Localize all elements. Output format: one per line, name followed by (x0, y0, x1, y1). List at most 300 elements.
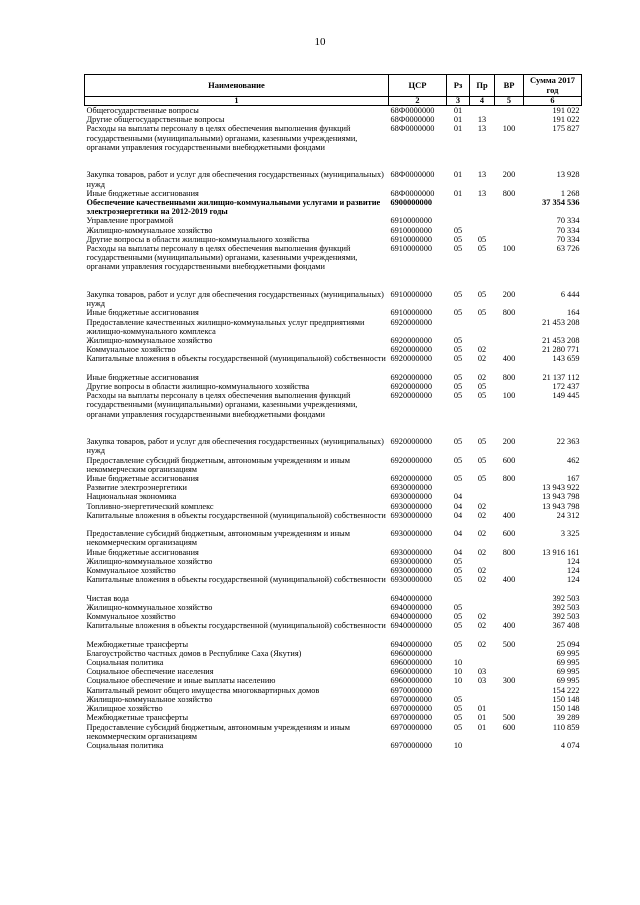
header-csr: ЦСР (389, 75, 447, 97)
row-csr: 68Ф0000000 (390, 170, 435, 180)
row-vr (495, 686, 524, 695)
row-pr: 02 (477, 575, 487, 585)
row-pr: 05 (477, 234, 487, 244)
row-pr: 13 (477, 170, 487, 180)
row-sum: 21 280 771 (542, 345, 580, 355)
row-vr: 400 (502, 354, 516, 364)
row-vr: 300 (502, 676, 516, 686)
row-rz: 05 (453, 391, 463, 401)
row-pr: 02 (477, 639, 487, 649)
row-sum: 6 444 (560, 290, 580, 300)
row-name: Другие общегосударственные вопросы (86, 115, 225, 125)
row-pr: 05 (477, 244, 487, 254)
row-rz: 05 (453, 382, 463, 392)
row-csr: 6970000000 (390, 722, 432, 732)
row-vr (495, 566, 524, 575)
row-rz: 01 (453, 115, 463, 125)
row-sum: 124 (567, 566, 580, 576)
row-sum: 392 503 (552, 612, 580, 622)
row-rz: 04 (453, 510, 463, 520)
row-vr: 600 (502, 529, 516, 539)
row-sum: 392 503 (552, 602, 580, 612)
row-vr (495, 272, 524, 290)
row-pr: 05 (477, 455, 487, 465)
row-vr (495, 336, 524, 345)
table-row (85, 391, 582, 419)
row-csr: 6940000000 (390, 621, 432, 631)
row-name: Чистая вода (86, 593, 129, 603)
table-row (85, 529, 582, 547)
row-pr (470, 686, 495, 695)
row-csr: 6930000000 (390, 501, 432, 511)
row-vr: 400 (502, 575, 516, 585)
row-csr: 6920000000 (390, 354, 432, 364)
row-rz: 05 (453, 722, 463, 732)
table-row (85, 170, 582, 188)
table-row (85, 198, 582, 216)
row-rz: 05 (453, 244, 463, 254)
row-sum: 150 148 (552, 704, 580, 714)
row-csr: 68Ф0000000 (390, 106, 435, 115)
row-sum: 13 916 161 (542, 547, 580, 557)
table-row (85, 713, 582, 722)
row-rz (447, 198, 470, 216)
row-vr: 600 (502, 722, 516, 732)
row-pr (470, 658, 495, 667)
row-rz: 05 (453, 694, 463, 704)
row-csr: 6970000000 (390, 740, 432, 750)
row-csr: 6910000000 (390, 308, 432, 318)
row-rz: 05 (453, 639, 463, 649)
row-name: Общегосударственные вопросы (86, 106, 199, 115)
row-sum: 172 437 (552, 382, 580, 392)
row-csr: 6940000000 (390, 593, 432, 603)
row-name: Жилищно-коммунальное хозяйство (86, 694, 213, 704)
row-pr: 05 (477, 382, 487, 392)
row-csr: 6920000000 (390, 382, 432, 392)
row-vr (495, 382, 524, 391)
table-row (85, 382, 582, 391)
row-pr (470, 198, 495, 216)
col-number: 1 (85, 97, 389, 106)
row-pr: 13 (477, 124, 487, 134)
table-row (85, 308, 582, 317)
row-pr (470, 695, 495, 704)
row-sum: 191 022 (552, 106, 580, 115)
row-rz: 05 (453, 556, 463, 566)
row-sum: 70 334 (556, 225, 580, 235)
row-vr: 100 (502, 244, 516, 254)
row-vr: 100 (502, 124, 516, 134)
row-vr: 600 (502, 455, 516, 465)
row-rz (447, 483, 470, 492)
table-row (85, 106, 582, 116)
row-sum: 25 094 (556, 639, 580, 649)
row-vr: 200 (502, 290, 516, 300)
row-vr (495, 667, 524, 676)
table-row (85, 216, 582, 225)
row-name: Закупка товаров, работ и услуг для обеспечения государственных (муниципальных) нужд (86, 170, 384, 189)
row-vr (495, 658, 524, 667)
row-rz: 10 (453, 740, 463, 750)
row-csr: 6930000000 (390, 566, 432, 576)
row-rz: 10 (453, 658, 463, 668)
row-pr: 02 (477, 621, 487, 631)
row-csr: 6970000000 (390, 713, 432, 723)
row-name: Межбюджетные трансферты (86, 639, 189, 649)
row-vr: 800 (502, 547, 516, 557)
table-row (85, 511, 582, 529)
row-pr: 02 (477, 372, 487, 382)
row-name: Национальная экономика (86, 492, 177, 502)
row-csr: 6910000000 (390, 225, 432, 235)
row-csr: 6920000000 (390, 345, 432, 355)
row-rz (447, 272, 470, 290)
row-vr (495, 152, 524, 170)
row-sum: 13 928 (556, 170, 580, 180)
row-pr (470, 483, 495, 492)
budget-table (84, 74, 582, 759)
col-number: 2 (389, 97, 447, 106)
row-csr: 6900000000 (390, 198, 432, 208)
row-pr (470, 226, 495, 235)
row-csr: 6930000000 (390, 483, 432, 493)
row-csr: 6970000000 (390, 704, 432, 714)
row-pr (470, 594, 495, 603)
row-csr: 6920000000 (390, 474, 432, 484)
row-sum: 37 354 536 (542, 198, 580, 208)
table-row (85, 557, 582, 566)
row-name: Управление программой (86, 216, 174, 226)
row-sum (524, 152, 582, 170)
row-name: Коммунальное хозяйство (86, 566, 176, 576)
row-csr: 6930000000 (390, 510, 432, 520)
row-sum: 124 (567, 575, 580, 585)
row-vr (495, 594, 524, 603)
table-row (85, 354, 582, 372)
row-rz: 05 (453, 225, 463, 235)
table-row (85, 575, 582, 593)
row-pr: 02 (477, 529, 487, 539)
row-name: Расходы на выплаты персоналу в целях обеспечения выполнения функций государственными (муниципальными) органами, казенными учреждениями, органами управления государственными внебюджетными фондами (86, 124, 358, 152)
header-pr: Пр (470, 75, 495, 97)
row-pr: 01 (477, 722, 487, 732)
row-sum: 124 (567, 556, 580, 566)
row-name: Иные бюджетные ассигнования (86, 188, 199, 198)
row-rz: 05 (453, 704, 463, 714)
table-spacer-row (85, 419, 582, 437)
table-row (85, 115, 582, 124)
row-sum: 462 (567, 455, 580, 465)
row-sum: 150 148 (552, 694, 580, 704)
row-rz (447, 216, 470, 225)
row-name: Топливно-энергетический комплекс (86, 501, 214, 511)
row-sum: 1 268 (560, 188, 580, 198)
row-name: Предоставление качественных жилищно-коммунальных услуг предприятиями жилищно-коммунального комплекса (86, 317, 365, 336)
row-name: Жилищно-коммунальное хозяйство (86, 225, 213, 235)
row-name: Расходы на выплаты персоналу в целях обеспечения выполнения функций государственными (муниципальными) органами, казенными учреждениями, органами управления государственными внебюджетными фондами (86, 244, 358, 272)
row-name: Предоставление субсидий бюджетным, автономным учреждениям и иным некоммерческим организациям (86, 722, 350, 741)
table-row (85, 704, 582, 713)
row-pr (470, 649, 495, 658)
row-csr: 6940000000 (390, 639, 432, 649)
row-pr (470, 336, 495, 345)
row-sum: 21 137 112 (542, 372, 580, 382)
row-name: Жилищное хозяйство (86, 704, 163, 714)
table-row (85, 318, 582, 336)
row-rz: 05 (453, 474, 463, 484)
table-row (85, 483, 582, 492)
row-vr (495, 345, 524, 354)
row-sum: 110 859 (552, 722, 580, 732)
row-pr: 01 (477, 713, 487, 723)
row-vr (495, 235, 524, 244)
row-csr: 6920000000 (390, 437, 432, 447)
row-sum: 21 453 208 (542, 336, 580, 346)
row-vr (495, 483, 524, 492)
row-csr: 6920000000 (390, 336, 432, 346)
row-vr: 400 (502, 510, 516, 520)
row-rz (447, 594, 470, 603)
column-number-row (85, 97, 582, 106)
table-row (85, 612, 582, 621)
row-name: Другие вопросы в области жилищно-коммунального хозяйства (86, 234, 310, 244)
row-pr: 03 (477, 676, 487, 686)
row-sum: 69 995 (556, 648, 580, 658)
row-csr: 6920000000 (390, 317, 432, 327)
row-name: Межбюджетные трансферты (86, 713, 189, 723)
row-vr (495, 695, 524, 704)
row-vr (495, 198, 524, 216)
row-rz: 05 (453, 437, 463, 447)
row-name: Развитие электроэнергетики (86, 483, 187, 493)
row-csr: 6970000000 (390, 694, 432, 704)
row-csr: 68Ф0000000 (390, 188, 435, 198)
row-rz: 05 (453, 345, 463, 355)
row-vr (495, 419, 524, 437)
row-sum: 392 503 (552, 593, 580, 603)
row-rz: 05 (453, 455, 463, 465)
table-row (85, 244, 582, 272)
row-sum (524, 272, 582, 290)
row-name (85, 419, 389, 437)
row-pr: 02 (477, 354, 487, 364)
row-sum (524, 419, 582, 437)
row-name: Капитальные вложения в объекты государственной (муниципальной) собственности (86, 510, 386, 520)
row-vr: 100 (502, 391, 516, 401)
row-vr: 200 (502, 170, 516, 180)
row-name: Капитальные вложения в объекты государственной (муниципальной) собственности (86, 621, 386, 631)
row-sum: 13 943 798 (542, 492, 580, 502)
row-pr (470, 106, 495, 116)
row-vr (495, 557, 524, 566)
row-csr: 6910000000 (390, 244, 432, 254)
table-row (85, 667, 582, 676)
table-row (85, 456, 582, 474)
row-pr: 02 (477, 566, 487, 576)
table-row (85, 189, 582, 198)
row-vr: 400 (502, 621, 516, 631)
row-pr: 13 (477, 115, 487, 125)
row-vr (495, 318, 524, 336)
row-name: Закупка товаров, работ и услуг для обеспечения государственных (муниципальных) нужд (86, 437, 384, 456)
row-sum: 154 222 (552, 685, 580, 695)
row-sum: 175 827 (552, 124, 580, 134)
row-pr (470, 419, 495, 437)
row-name: Иные бюджетные ассигнования (86, 372, 199, 382)
row-rz: 05 (453, 308, 463, 318)
row-pr: 05 (477, 290, 487, 300)
table-row (85, 676, 582, 685)
row-rz: 05 (453, 336, 463, 346)
row-sum: 69 995 (556, 676, 580, 686)
table-body (85, 106, 582, 760)
row-name: Закупка товаров, работ и услуг для обеспечения государственных (муниципальных) нужд (86, 290, 384, 309)
table-row (85, 695, 582, 704)
row-name: Жилищно-коммунальное хозяйство (86, 602, 213, 612)
row-rz: 05 (453, 575, 463, 585)
row-pr: 13 (477, 188, 487, 198)
row-pr (470, 272, 495, 290)
row-rz: 05 (453, 290, 463, 300)
row-sum: 164 (567, 308, 580, 318)
table-row (85, 621, 582, 639)
row-name: Жилищно-коммунальное хозяйство (86, 556, 213, 566)
row-pr (470, 216, 495, 225)
row-vr (495, 216, 524, 225)
table-row (85, 345, 582, 354)
row-pr (470, 492, 495, 501)
row-vr: 800 (502, 474, 516, 484)
table-row (85, 290, 582, 308)
row-csr: 6930000000 (390, 492, 432, 502)
row-csr: 6960000000 (390, 676, 432, 686)
page-number: 10 (314, 36, 326, 48)
row-rz: 01 (453, 188, 463, 198)
row-name: Капитальные вложения в объекты государственной (муниципальной) собственности (86, 575, 386, 585)
table-row (85, 235, 582, 244)
row-sum: 69 995 (556, 667, 580, 677)
row-name: Другие вопросы в области жилищно-коммунального хозяйства (86, 382, 310, 392)
row-sum: 149 445 (552, 391, 580, 401)
row-vr (495, 741, 524, 759)
row-name: Социальная политика (86, 658, 164, 668)
row-rz (447, 152, 470, 170)
row-pr: 05 (477, 437, 487, 447)
row-sum: 191 022 (552, 115, 580, 125)
row-rz: 01 (453, 170, 463, 180)
row-rz (447, 419, 470, 437)
row-pr: 02 (477, 547, 487, 557)
row-vr: 800 (502, 188, 516, 198)
row-vr (495, 115, 524, 124)
header-name: Наименование (85, 75, 389, 97)
col-number: 6 (524, 97, 582, 106)
table-row (85, 373, 582, 382)
table-row (85, 741, 582, 759)
row-csr: 6960000000 (390, 667, 432, 677)
row-rz: 05 (453, 372, 463, 382)
row-pr (470, 741, 495, 759)
row-csr: 6960000000 (390, 648, 432, 658)
row-csr: 6960000000 (390, 658, 432, 668)
row-csr (389, 419, 447, 437)
row-vr (495, 226, 524, 235)
row-vr: 200 (502, 437, 516, 447)
row-vr: 800 (502, 308, 516, 318)
row-pr: 02 (477, 510, 487, 520)
row-rz: 05 (453, 612, 463, 622)
row-vr (495, 704, 524, 713)
row-pr (470, 318, 495, 336)
row-pr: 05 (477, 308, 487, 318)
table-row (85, 566, 582, 575)
row-vr: 500 (502, 713, 516, 723)
row-sum: 21 453 208 (542, 317, 580, 327)
header-sum: Сумма 2017 год (524, 75, 582, 97)
row-pr: 03 (477, 667, 487, 677)
row-rz: 05 (453, 602, 463, 612)
row-sum: 3 325 (560, 529, 580, 539)
row-sum: 13 943 922 (542, 483, 580, 493)
row-rz: 01 (453, 106, 463, 115)
row-name: Коммунальное хозяйство (86, 345, 176, 355)
row-sum: 367 408 (552, 621, 580, 631)
row-sum: 143 659 (552, 354, 580, 364)
table-row (85, 548, 582, 557)
row-rz: 05 (453, 566, 463, 576)
row-name: Расходы на выплаты персоналу в целях обеспечения выполнения функций государственными (муниципальными) органами, казенными учреждениями, органами управления государственными внебюджетными фондами (86, 391, 358, 419)
row-rz: 04 (453, 547, 463, 557)
table-row (85, 658, 582, 667)
row-name: Социальное обеспечение населения (86, 667, 214, 677)
row-vr (495, 603, 524, 612)
table-row (85, 686, 582, 695)
row-pr: 05 (477, 474, 487, 484)
row-vr (495, 649, 524, 658)
row-name: Обеспечение качественными жилищно-коммунальными услугами и развитие электроэнергетики на 2012-2019 годы (86, 198, 381, 217)
row-pr: 02 (477, 612, 487, 622)
table-row (85, 640, 582, 649)
row-rz (447, 686, 470, 695)
row-sum: 167 (567, 474, 580, 484)
row-sum: 4 074 (560, 740, 580, 750)
row-sum: 70 334 (556, 234, 580, 244)
row-csr: 68Ф0000000 (390, 115, 435, 125)
row-sum: 39 289 (556, 713, 580, 723)
row-rz: 05 (453, 234, 463, 244)
header-vr: ВР (495, 75, 524, 97)
row-csr: 68Ф0000000 (390, 124, 435, 134)
row-pr: 02 (477, 501, 487, 511)
col-number: 3 (447, 97, 470, 106)
row-name: Иные бюджетные ассигнования (86, 547, 199, 557)
table-row (85, 603, 582, 612)
col-number: 5 (495, 97, 524, 106)
row-csr: 6920000000 (390, 372, 432, 382)
row-sum: 70 334 (556, 216, 580, 226)
row-vr (495, 502, 524, 511)
row-csr: 6930000000 (390, 547, 432, 557)
table-row (85, 474, 582, 483)
table-row (85, 437, 582, 455)
table-row (85, 502, 582, 511)
table-row (85, 649, 582, 658)
row-pr: 05 (477, 391, 487, 401)
table-spacer-row (85, 272, 582, 290)
row-pr (470, 152, 495, 170)
row-rz: 05 (453, 713, 463, 723)
